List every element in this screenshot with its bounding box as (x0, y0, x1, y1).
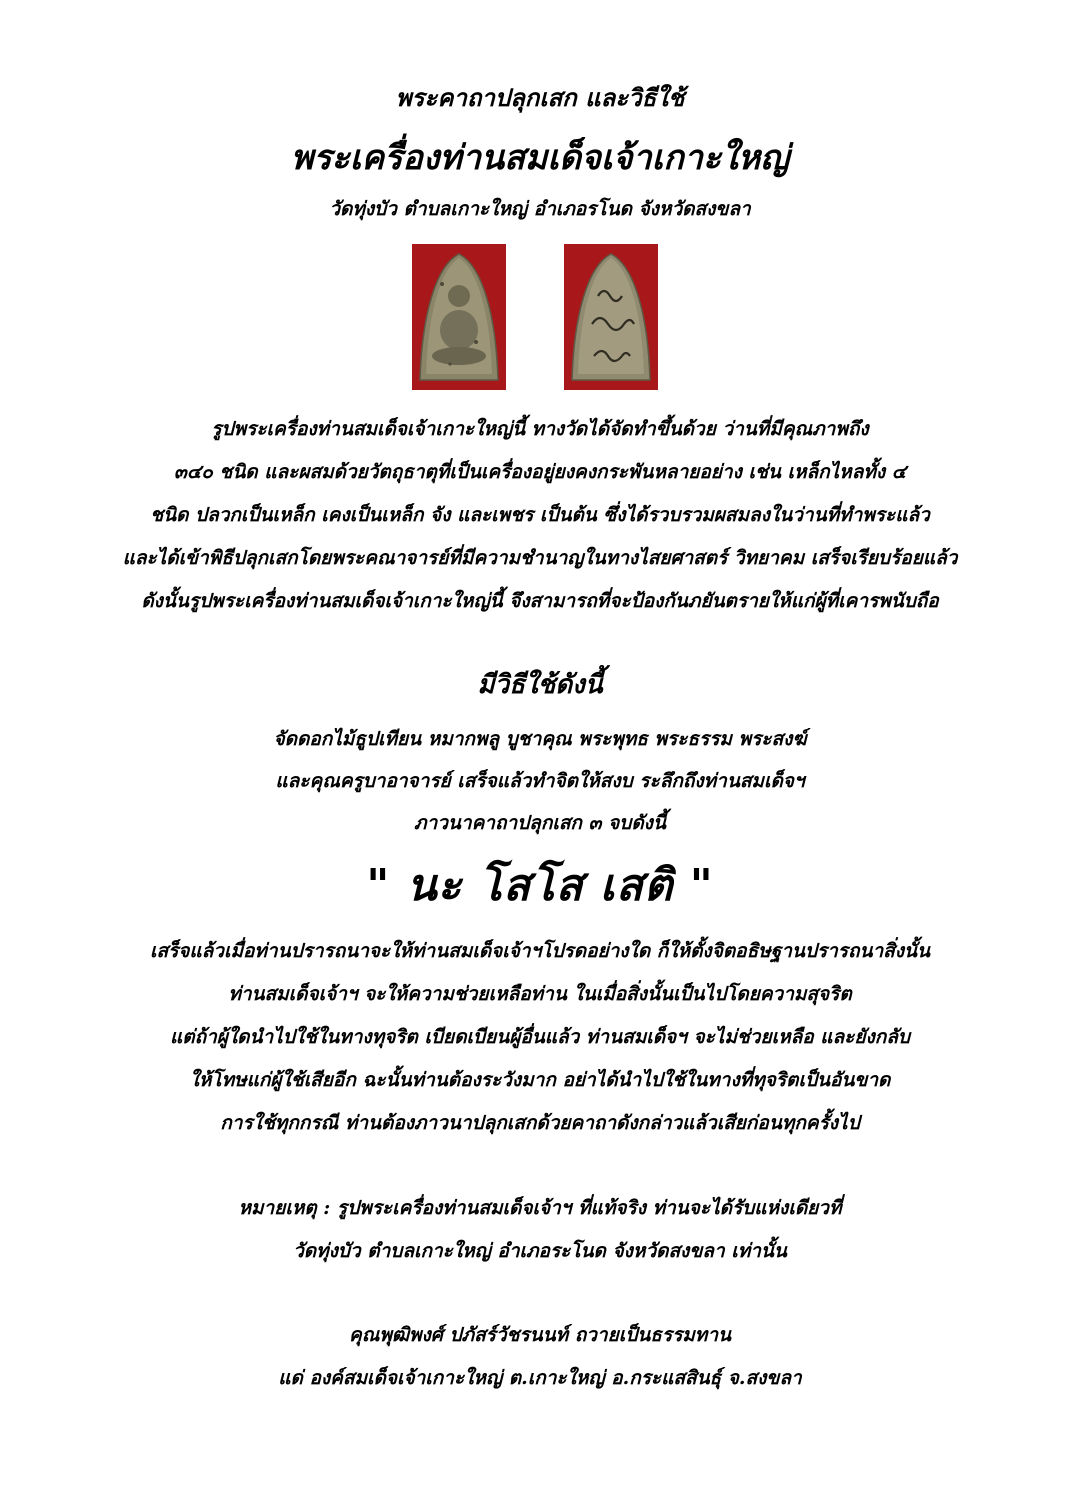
intro-line: ๓๔๐ ชนิด และผสมด้วยวัตถุธาตุที่เป็นเครื่องอยู่ยงคงกระพันหลายอย่าง เช่น เหล็กไหลทั้ง ๔ (173, 461, 907, 483)
note-line: วัดทุ่งบัว ตำบลเกาะใหญ่ อำเภอระโนด จังหวัดสงขลา เท่านั้น (293, 1240, 787, 1262)
intro-line: ดังนั้นรูปพระเครื่องท่านสมเด็จเจ้าเกาะใหญ่นี้ จึงสามารถที่จะป้องกันภยันตรายให้แก่ผู้ที่เคารพนับถือ (141, 590, 939, 612)
temple-address: วัดทุ่งบัว ตำบลเกาะใหญ่ อำเภอรโนด จังหวัดสงขลา (329, 198, 751, 220)
amulet-back-image (564, 244, 658, 390)
dedication-line: แด่ องค์สมเด็จเจ้าเกาะใหญ่ ต.เกาะใหญ่ อ.กระแสสินธุ์ จ.สงขลา (278, 1367, 802, 1389)
intro-line: รูปพระเครื่องท่านสมเด็จเจ้าเกาะใหญ่นี้ ทางวัดได้จัดทำขึ้นด้วย ว่านที่มีคุณภาพถึง (211, 418, 869, 440)
amulet-front-icon (412, 244, 506, 390)
title-line-2: พระเครื่องท่านสมเด็จเจ้าเกาะใหญ่ (290, 138, 790, 178)
after-line: แต่ถ้าผู้ใดนำไปใช้ในทางทุจริต เบียดเบียนผู้อื่นแล้ว ท่านสมเด็จฯ จะไม่ช่วยเหลือ และยังกลับ (170, 1026, 910, 1048)
after-line: ท่านสมเด็จเจ้าฯ จะให้ความช่วยเหลือท่าน ในเมื่อสิ่งนั้นเป็นไปโดยความสุจริต (228, 983, 852, 1005)
usage-line: จัดดอกไม้ธูปเทียน หมากพลู บูชาคุณ พระพุทธ พระธรรม พระสงฆ์ (273, 728, 807, 750)
amulet-back-icon (564, 244, 658, 390)
title-line-1: พระคาถาปลุกเสก และวิธีใช้ (395, 83, 685, 112)
amulet-front-image (412, 244, 506, 390)
after-line: ให้โทษแก่ผู้ใช้เสียอีก ฉะนั้นท่านต้องระวังมาก อย่าได้นำไปใช้ในทางที่ทุจริตเป็นอันขาด (189, 1069, 891, 1091)
usage-line: และคุณครูบาอาจารย์ เสร็จแล้วทำจิตให้สงบ ระลึกถึงท่านสมเด็จฯ (275, 770, 805, 792)
mantra-text: " นะ โสโส เสติ " (366, 860, 714, 911)
after-line: การใช้ทุกกรณี ท่านต้องภาวนาปลุกเสกด้วยคาถาดังกล่าวแล้วเสียก่อนทุกครั้งไป (220, 1112, 860, 1134)
dedication-line: คุณพุฒิพงศ์ ปภัสร์วัชรนนท์ ถวายเป็นธรรมทาน (348, 1324, 731, 1346)
note-line: หมายเหตุ : รูปพระเครื่องท่านสมเด็จเจ้าฯ ที่แท้จริง ท่านจะได้รับแห่งเดียวที่ (238, 1197, 842, 1219)
after-line: เสร็จแล้วเมื่อท่านปรารถนาจะให้ท่านสมเด็จเจ้าฯโปรดอย่างใด ก็ให้ตั้งจิตอธิษฐานปรารถนาสิ่งนั้น (149, 940, 931, 962)
intro-line: และได้เข้าพิธีปลุกเสกโดยพระคณาจารย์ที่มีความชำนาญในทางไสยศาสตร์ วิทยาคม เสร็จเรียบร้อยแล้ว (122, 547, 958, 569)
intro-line: ชนิด ปลวกเป็นเหล็ก เคงเป็นเหล็ก จัง และเพชร เป็นต้น ซึ่งได้รวบรวมผสมลงในว่านที่ทำพระแล้ว (150, 504, 930, 526)
usage-line: ภาวนาคาถาปลุกเสก ๓ จบดังนี้ (414, 812, 666, 834)
usage-heading: มีวิธีใช้ดังนี้ (477, 670, 603, 700)
